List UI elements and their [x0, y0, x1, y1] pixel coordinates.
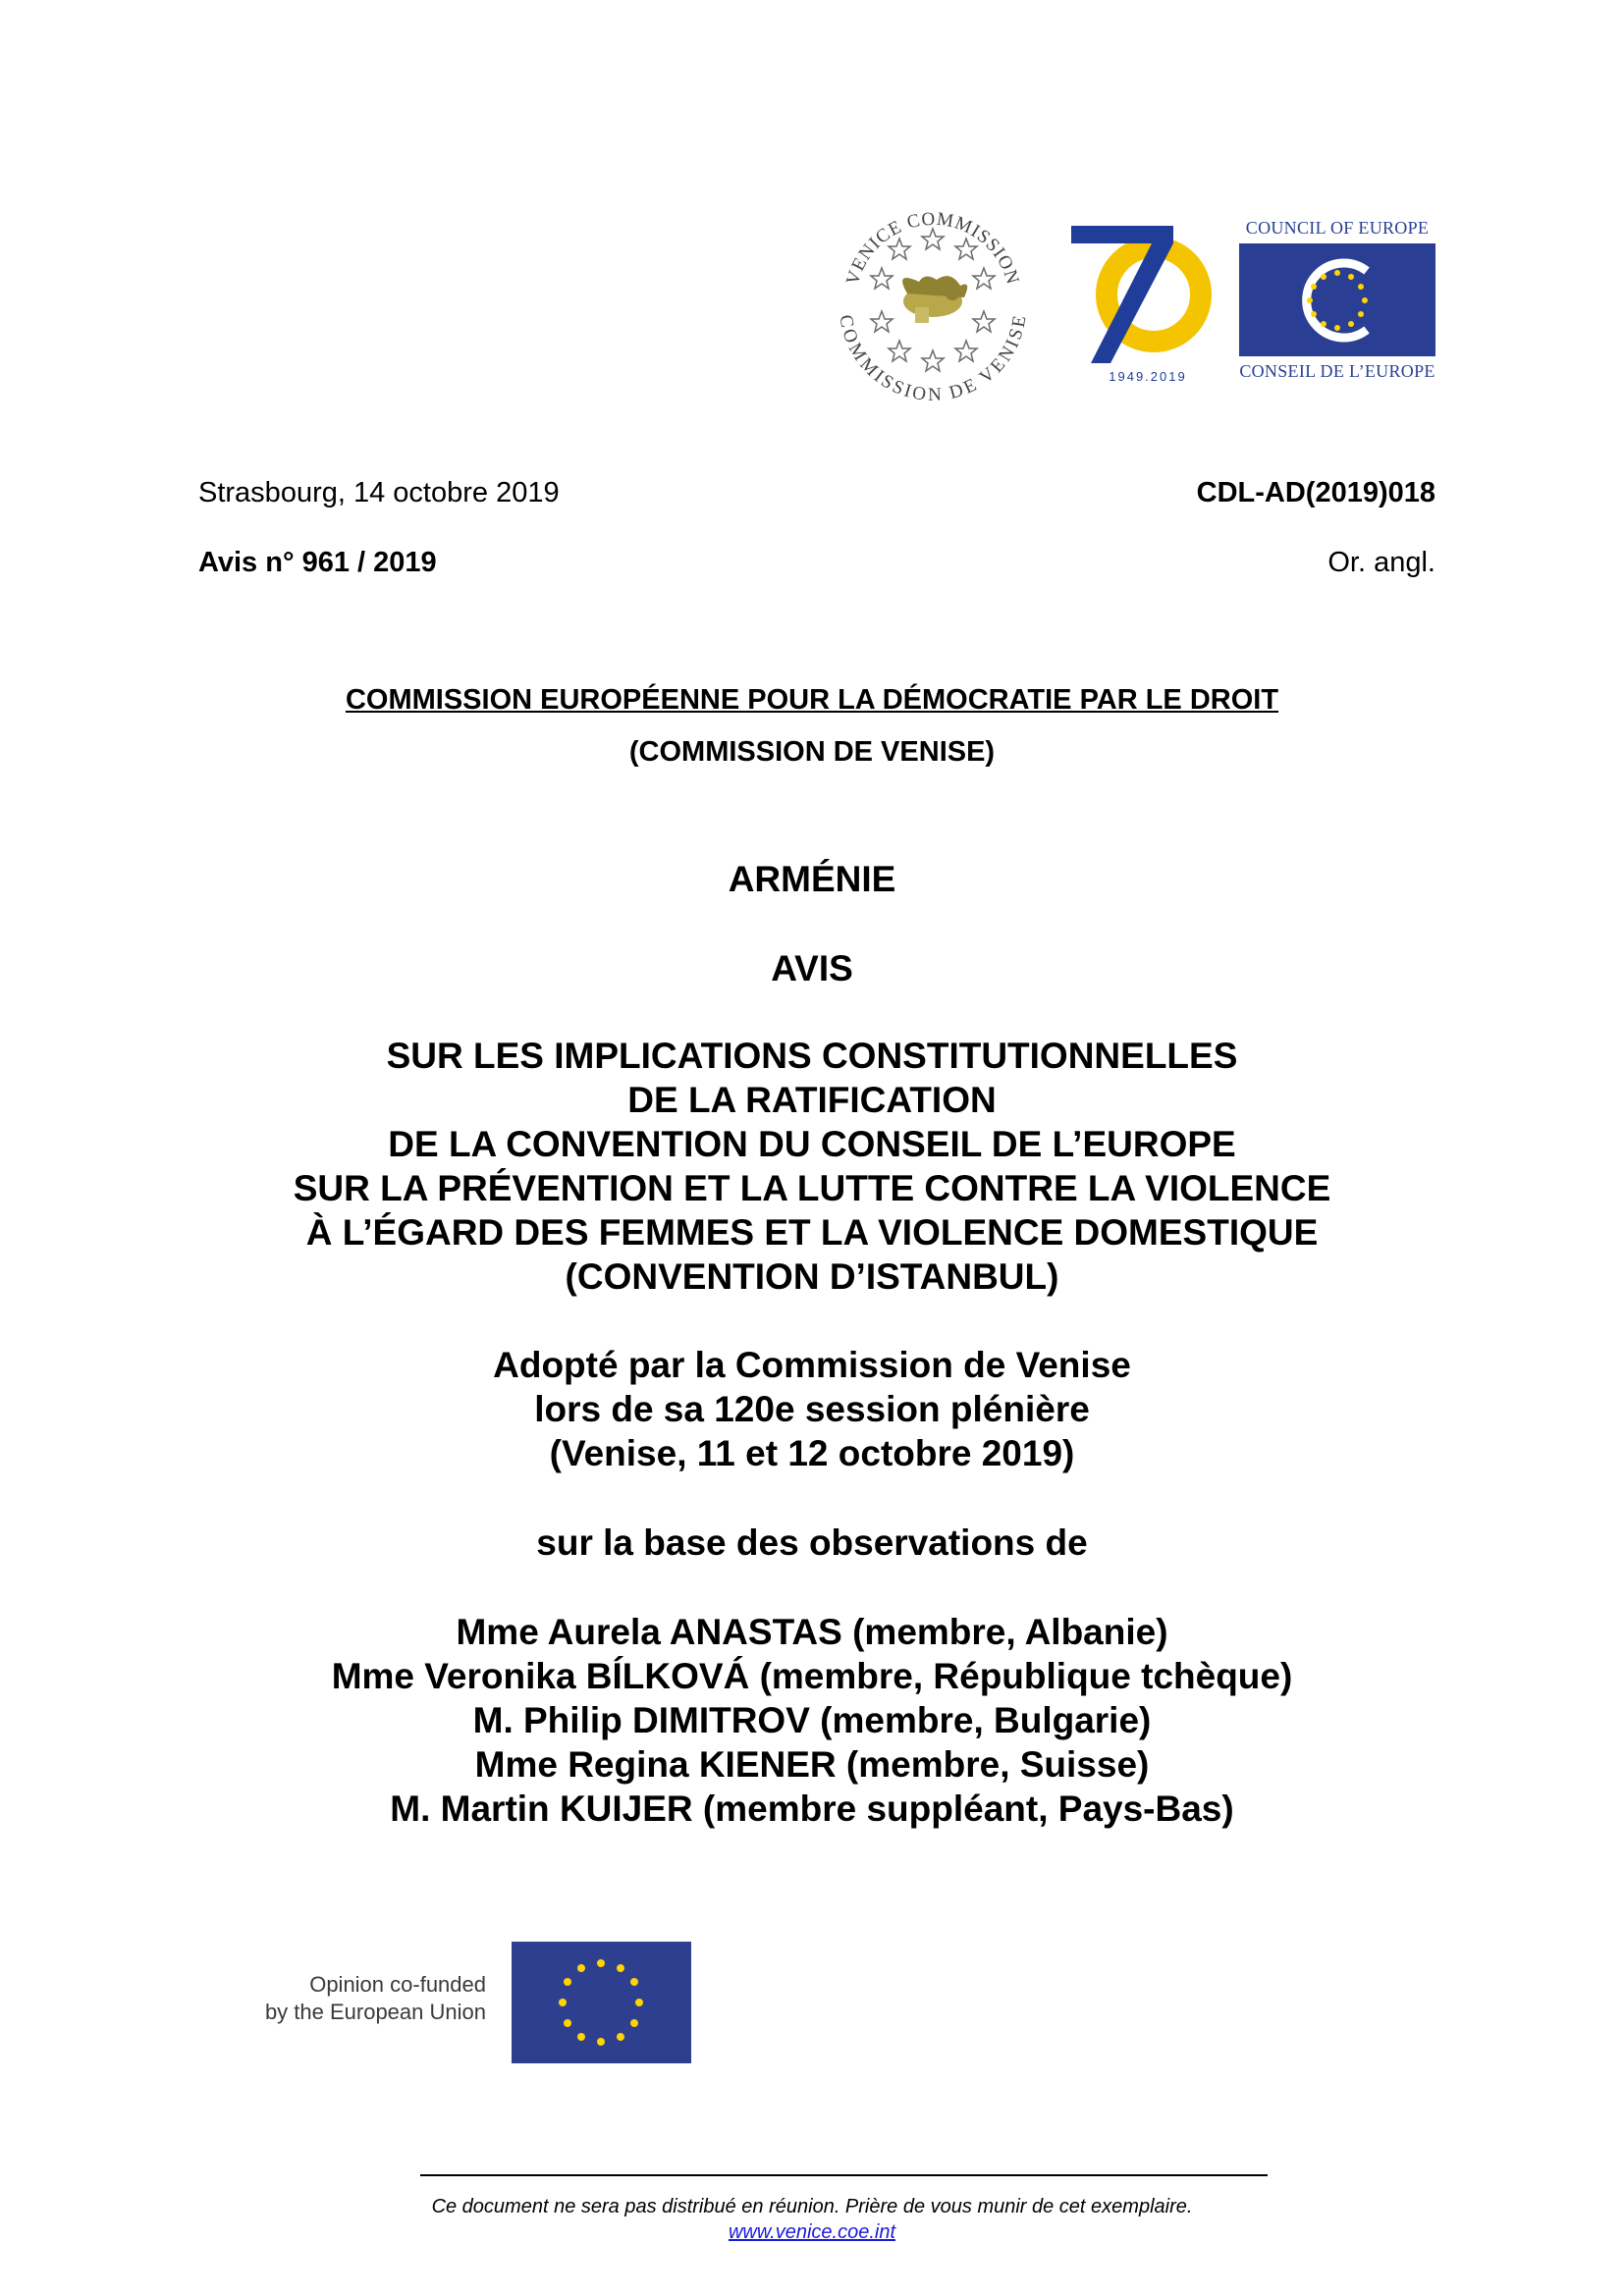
svg-text:COMMISSION DE VENISE — [835, 313, 1030, 405]
adoption-line: lors de sa 120e session plénière — [534, 1389, 1090, 1429]
rapporteurs-list — [0, 1610, 1624, 1831]
footer-divider — [420, 2174, 1268, 2176]
subject-line: SUR LA PRÉVENTION ET LA LUTTE CONTRE LA VIOLENCE — [293, 1168, 1331, 1208]
subject-line: (CONVENTION D’ISTANBUL) — [565, 1256, 1059, 1297]
organisation-name: COMMISSION EUROPÉENNE POUR LA DÉMOCRATIE PAR LE DROIT — [345, 684, 1279, 716]
adoption-statement — [0, 1343, 1624, 1475]
footer-note: Ce document ne sera pas distribué en réunion. Prière de vous munir de cet exemplaire. — [431, 2196, 1193, 2217]
anniversary-years: 1949.2019 — [1109, 369, 1187, 384]
funding-line-2: by the European Union — [264, 2000, 486, 2024]
rapporteur-name: M. Philip DIMITROV (membre, Bulgarie) — [472, 1700, 1152, 1740]
venice-ring-top: VENICE COMMISSION — [841, 208, 1024, 288]
country-title: ARMÉNIE — [728, 859, 896, 899]
opinion-number: Avis n° 961 / 2019 — [198, 547, 437, 578]
funding-line-1: Opinion co-funded — [309, 1972, 486, 1997]
subject-line: DE LA RATIFICATION — [627, 1080, 997, 1120]
council-of-europe-logo — [1239, 218, 1435, 383]
rapporteur-name: Mme Regina KIENER (membre, Suisse) — [474, 1744, 1150, 1785]
venice-commission-logo — [835, 191, 1031, 412]
rapporteur-name: M. Martin KUIJER (membre suppléant, Pays-Bas) — [390, 1789, 1234, 1829]
venice-ring-bottom: COMMISSION DE VENISE — [835, 313, 1031, 405]
rapporteur-name: Mme Veronika BÍLKOVÁ (membre, République tchèque) — [331, 1656, 1293, 1696]
venice-website-link[interactable]: www.venice.coe.int — [728, 2221, 896, 2243]
original-language: Or. angl. — [1327, 547, 1435, 578]
coe-logo-bottom-text: CONSEIL DE L’EUROPE — [1239, 361, 1435, 381]
adoption-line: (Venise, 11 et 12 octobre 2019) — [549, 1433, 1075, 1473]
adoption-line: Adopté par la Commission de Venise — [493, 1345, 1131, 1385]
document-type: AVIS — [771, 948, 853, 988]
subject-line: SUR LES IMPLICATIONS CONSTITUTIONNELLES — [386, 1036, 1238, 1076]
opinion-subject — [0, 1034, 1624, 1299]
subject-line: DE LA CONVENTION DU CONSEIL DE L’EUROPE — [388, 1124, 1236, 1164]
document-reference: CDL-AD(2019)018 — [1196, 477, 1435, 508]
winged-lion-icon — [902, 276, 967, 323]
place-and-date: Strasbourg, 14 octobre 2019 — [198, 477, 560, 508]
coe-logo-top-text: COUNCIL OF EUROPE — [1245, 218, 1430, 238]
subject-line: À L’ÉGARD DES FEMMES ET LA VIOLENCE DOMESTIQUE — [305, 1212, 1319, 1253]
seventieth-anniversary-logo — [1065, 218, 1215, 387]
rapporteurs-intro: sur la base des observations de — [536, 1522, 1088, 1563]
eu-flag-icon — [512, 1942, 691, 2063]
footer-link-wrapper — [0, 2221, 1624, 2244]
organisation-short-name: (COMMISSION DE VENISE) — [628, 736, 996, 768]
rapporteur-name: Mme Aurela ANASTAS (membre, Albanie) — [456, 1612, 1168, 1652]
